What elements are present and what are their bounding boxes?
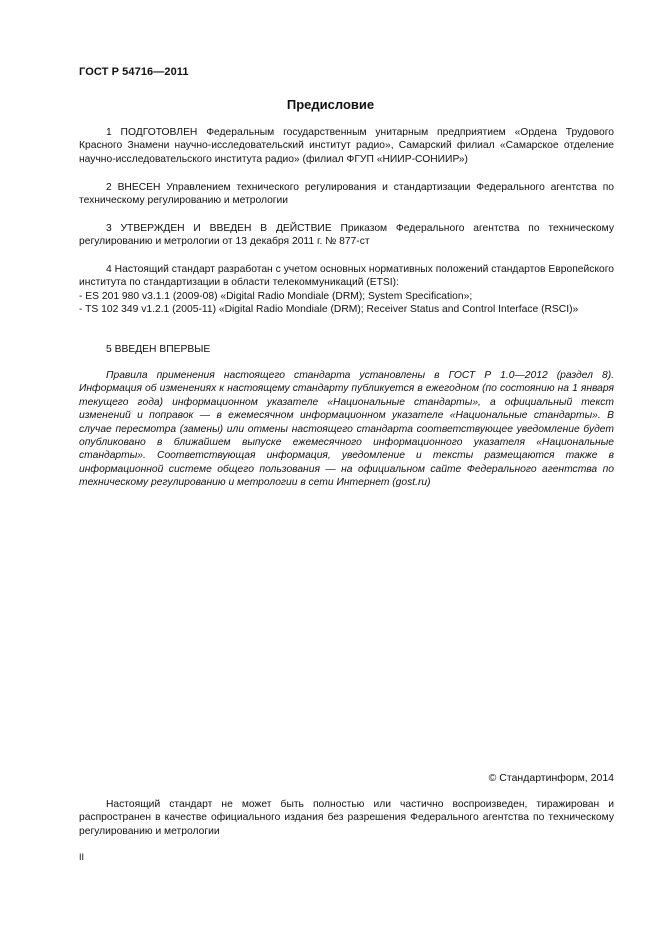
- document-id-header: ГОСТ Р 54716—2011: [79, 66, 189, 78]
- item-4-ref-1: - ES 201 980 v3.1.1 (2009-08) «Digital Radio Mondiale (DRM); System Specification»;: [79, 290, 473, 302]
- item-4-ref-2: - TS 102 349 v1.2.1 (2005-11) «Digital Radio Mondiale (DRM); Receiver Status and Control Interface (RSCI)»: [79, 304, 579, 316]
- application-notice: [79, 369, 614, 490]
- reproduction-notice: [79, 798, 614, 838]
- item-5: [79, 343, 614, 356]
- item-3: [79, 222, 614, 249]
- copyright-line: © Стандартинформ, 2014: [488, 772, 614, 784]
- section-title: Предисловие: [286, 97, 375, 112]
- item-5-text: 5 ВВЕДЕН ВПЕРВЫЕ: [106, 344, 211, 355]
- item-1-text: 1 ПОДГОТОВЛЕН Федеральным государственным унитарным предприятием «Ордена Трудового Красного Знамени научно-исследовательский институт радио», Самарский филиал «Самарское отделение научно-исследовательского института радио» (филиал ФГУП «НИИР-СОНИИР»): [79, 127, 614, 165]
- reproduction-notice-text: Настоящий стандарт не может быть полностью или частично воспроизведен, тиражирован и распространен в качестве официального издания без разрешения Федерального агентства по техническому регулированию и метрологии: [79, 799, 614, 837]
- application-notice-text: Правила применения настоящего стандарта установлены в ГОСТ Р 1.0—2012 (раздел 8). Информация об изменениях к настоящему стандарту публикуется в ежегодном (по состоянию на 1 января текущего года) информационном указателе «Национальные стандарты», а официальный текст изменений и поправок — в ежемесячном информационном указателе «Национальные стандарты». В случае пересмотра (замены) или отмены настоящего стандарта соответствующее уведомление будет опубликовано в ближайшем выпуске ежемесячного информационного указателя «Национальные стандарты». Соответствующая информация, уведомление и тексты размещаются также в информационной системе общего пользования — на официальном сайте Федерального агентства по техническому регулированию и метрологии в сети Интернет (gost.ru): [79, 370, 614, 489]
- item-3-text: 3 УТВЕРЖДЕН И ВВЕДЕН В ДЕЙСТВИЕ Приказом Федерального агентства по техническому регулированию и метрологии от 13 декабря 2011 г. № 877-ст: [79, 223, 614, 248]
- item-4: [79, 263, 614, 317]
- item-1: [79, 126, 614, 166]
- item-4-text: 4 Настоящий стандарт разработан с учетом основных нормативных положений стандартов Европейского института по стандартизации в области телекоммуникаций (ETSI):: [79, 264, 614, 289]
- item-2: [79, 181, 614, 208]
- item-2-text: 2 ВНЕСЕН Управлением технического регулирования и стандартизации Федерального агентства по техническому регулированию и метрологии: [79, 182, 614, 207]
- page-number: II: [79, 852, 85, 862]
